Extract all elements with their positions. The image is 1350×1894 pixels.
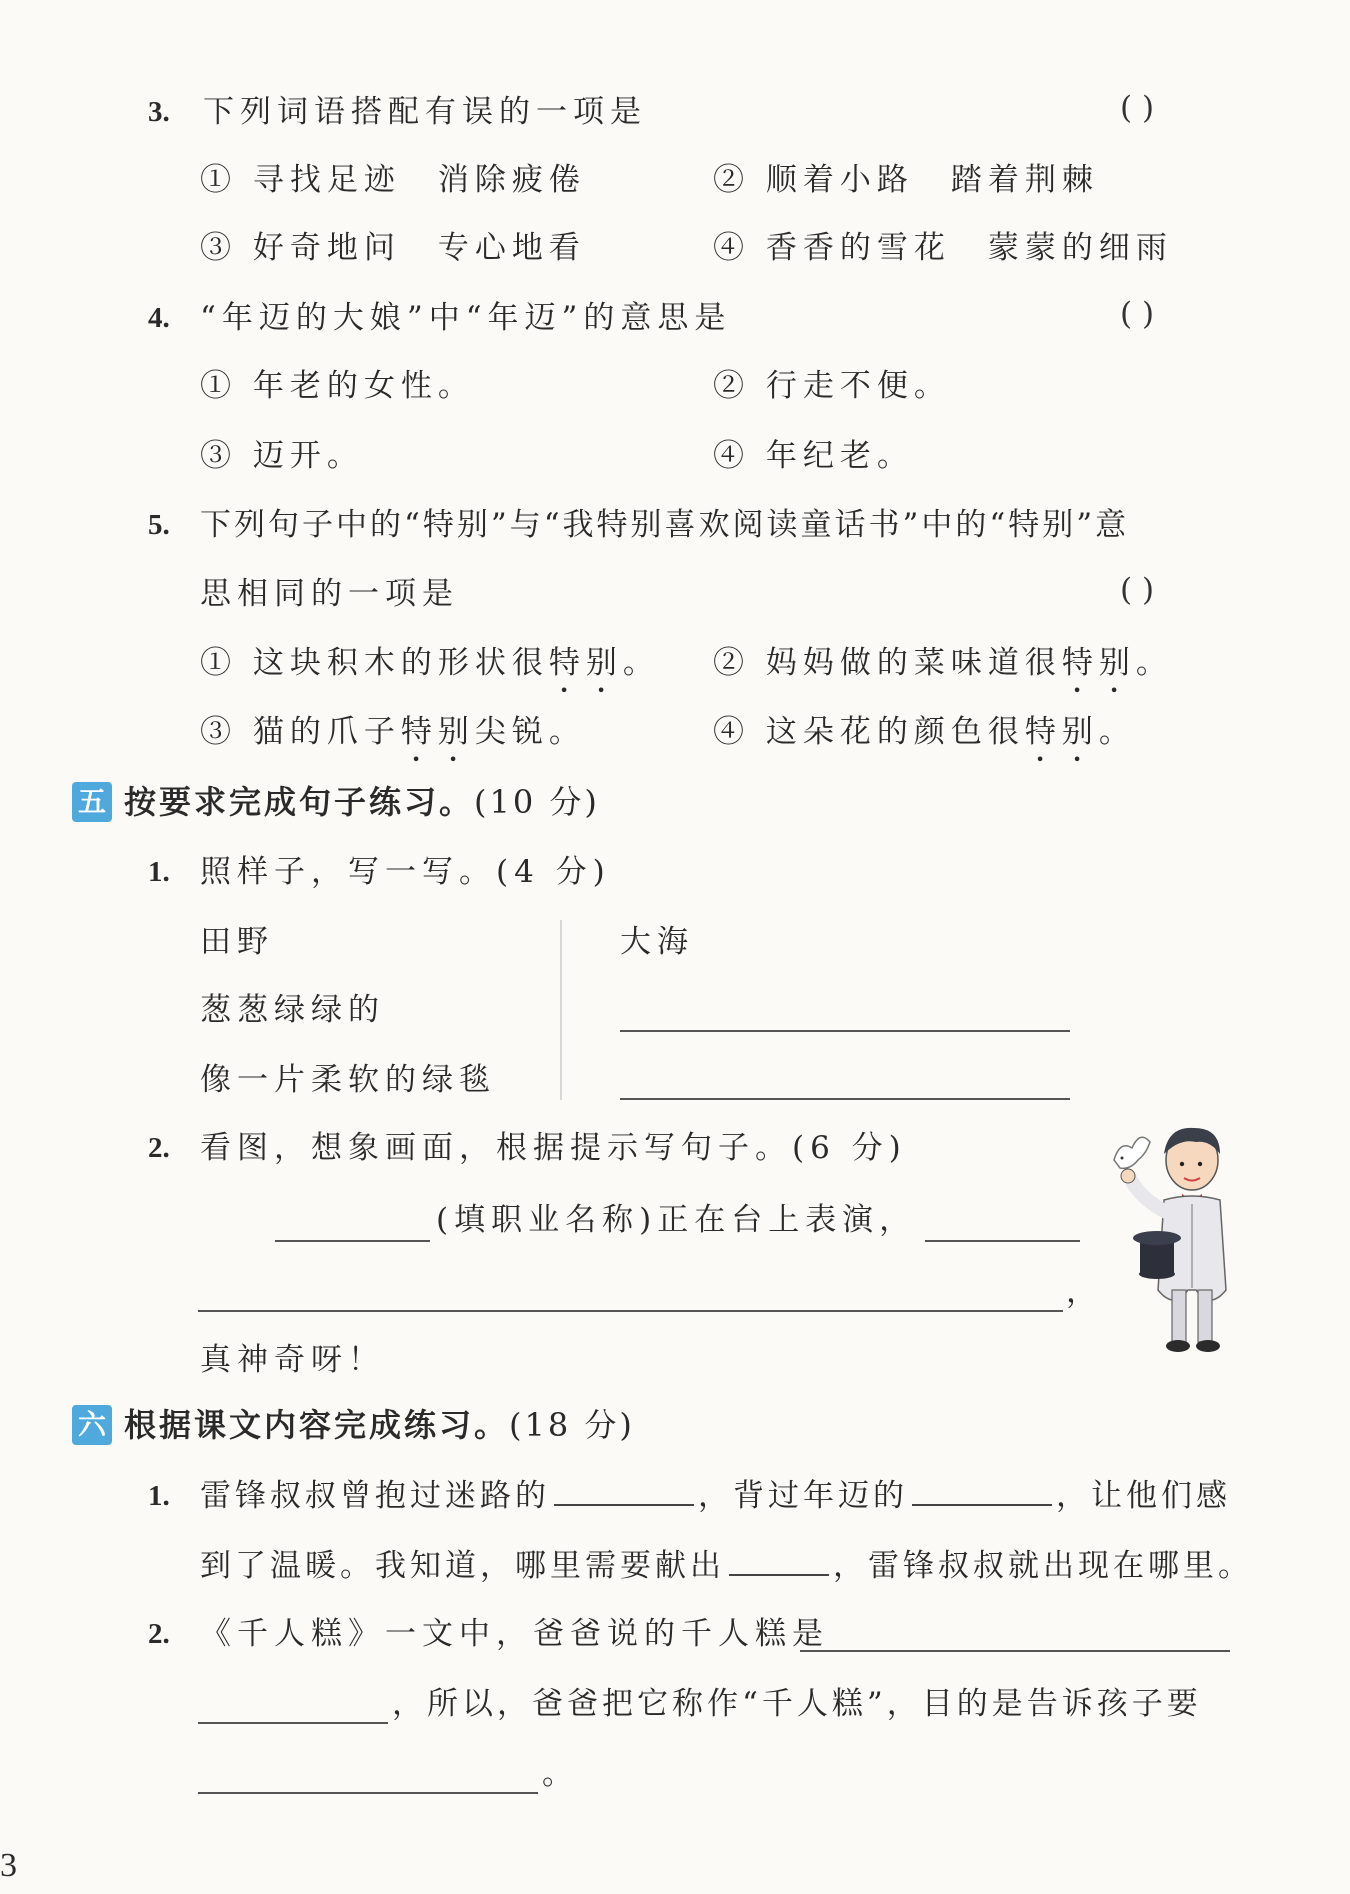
q3-option-3: ③ 好奇地问 专心地看 [200,230,586,266]
q5-option-1: ① 这块积木的形状很特别。 [200,645,660,681]
q5-option-4: ④ 这朵花的颜色很特别。 [713,714,1136,750]
s5-q2-comma: ， [1066,1274,1103,1310]
q3-number: 3. [148,96,170,128]
q5-stem-line2: 思相同的一项是 [200,576,459,612]
q4-stem: “年迈的大娘”中“年迈”的意思是 [200,300,732,336]
q5-option-2: ② 妈妈做的菜味道很特别。 [713,645,1173,681]
q5-answer-paren[interactable]: ( ) [1120,572,1155,608]
answer-line-2[interactable] [620,1098,1070,1100]
s5-q2-number: 2. [148,1132,170,1164]
answer-line-1[interactable] [620,1030,1070,1032]
s5-q2-prompt: (填职业名称)正在台上表演， [436,1202,917,1238]
section-6-badge: 六 [72,1405,112,1445]
q4-option-4: ④ 年纪老。 [713,438,914,474]
lost-blank[interactable] [554,1476,694,1506]
q3-stem: 下列词语搭配有误的一项是 [203,94,647,130]
q4-option-2: ② 行走不便。 [713,368,951,404]
example-word-3: 像一片柔软的绿毯 [200,1062,496,1098]
s6-q2-number: 2. [148,1618,170,1650]
qianrengao-blank-2[interactable] [198,1722,388,1724]
section-6-title: 根据课文内容完成练习。(18 分) [124,1406,635,1444]
section-5-badge: 五 [72,782,112,822]
q3-option-1: ① 寻找足迹 消除疲倦 [200,162,586,198]
s6-q1-line1: 雷锋叔叔曾抱过迷路的 ，背过年迈的 ，让他们感 [200,1478,1231,1514]
q5-option-3: ③ 猫的爪子特别尖锐。 [200,714,586,750]
example-word-2: 葱葱绿绿的 [200,992,385,1028]
s6-q2-line1: 《千人糕》一文中，爸爸说的千人糕是 [200,1616,829,1652]
magician-illustration [1100,1120,1240,1360]
sentence-blank-1[interactable] [925,1240,1080,1242]
s5-q2-ending: 真神奇呀！ [200,1342,385,1378]
q3-answer-paren[interactable]: ( ) [1120,90,1155,126]
q4-answer-paren[interactable]: ( ) [1120,296,1155,332]
page-number: 3 [0,1847,17,1884]
dedicate-blank[interactable] [729,1546,829,1576]
q4-option-3: ③ 迈开。 [200,438,364,474]
q5-stem-line1: 下列句子中的“特别”与“我特别喜欢阅读童话书”中的“特别”意 [200,507,1130,543]
q5-number: 5. [148,509,170,541]
example-word-1: 田野 [200,924,274,960]
target-word: 大海 [620,924,694,960]
s5-q2-text: 看图，想象画面，根据提示写句子。(6 分) [200,1130,907,1166]
s6-q1-number: 1. [148,1480,170,1512]
column-divider [560,920,562,1100]
sentence-blank-2[interactable] [198,1310,1063,1312]
s6-q2-end: 。 [542,1756,579,1792]
profession-blank[interactable] [275,1240,430,1242]
q4-option-1: ① 年老的女性。 [200,368,475,404]
purpose-blank[interactable] [198,1792,538,1794]
q4-number: 4. [148,302,170,334]
section-5-title: 按要求完成句子练习。(10 分) [124,783,600,821]
q3-option-2: ② 顺着小路 踏着荆棘 [713,162,1099,198]
s6-q1-line2: 到了温暖。我知道，哪里需要献出 ，雷锋叔叔就出现在哪里。 [200,1548,1253,1584]
s5-q1-text: 照样子，写一写。(4 分) [200,854,611,890]
qianrengao-blank-1[interactable] [800,1650,1230,1652]
s5-q1-number: 1. [148,856,170,888]
elderly-blank[interactable] [912,1476,1052,1506]
s6-q2-line2: ，所以，爸爸把它称作“千人糕”，目的是告诉孩子要 [392,1686,1202,1722]
q3-option-4: ④ 香香的雪花 蒙蒙的细雨 [713,230,1173,266]
dove-icon [1114,1137,1150,1168]
